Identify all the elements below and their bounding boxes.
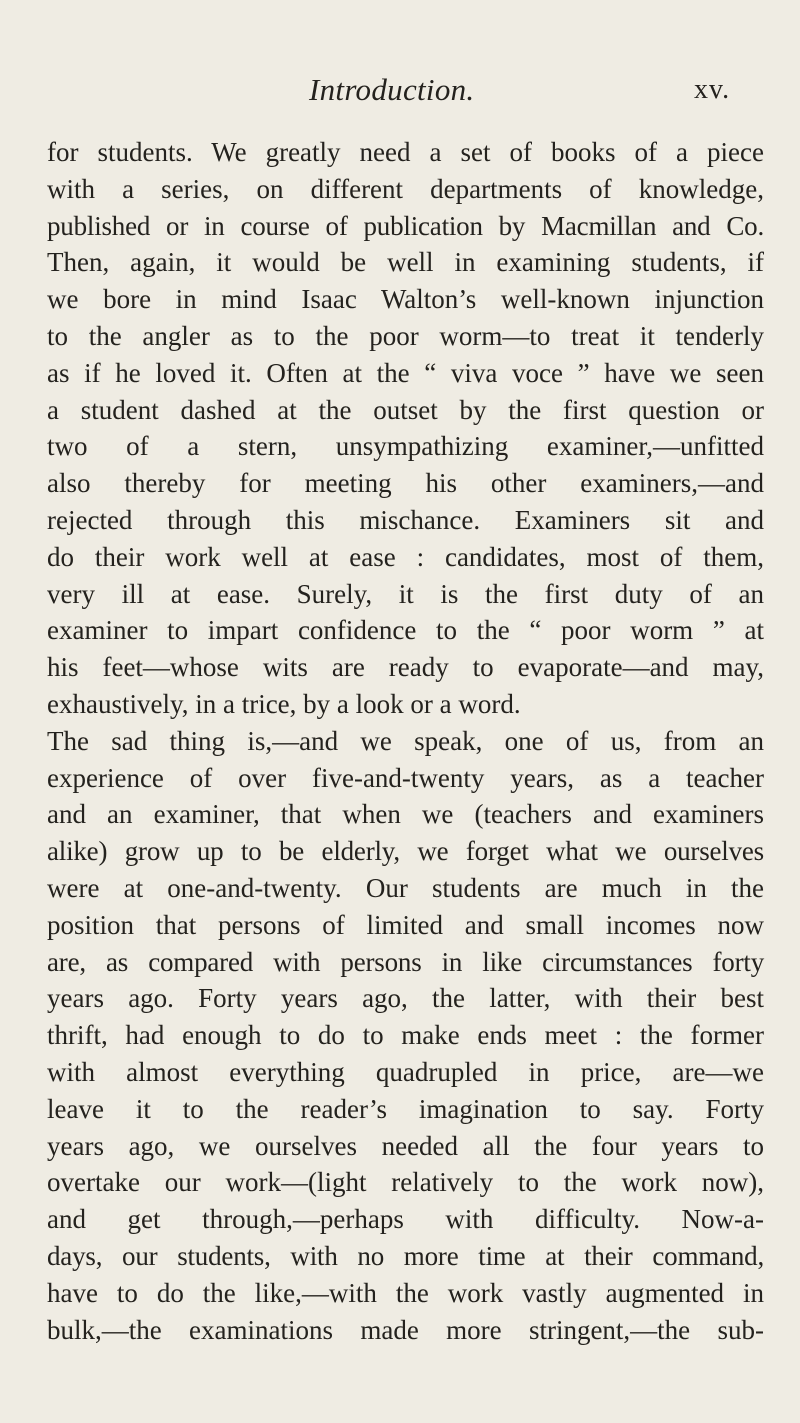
- running-head: [0, 72, 800, 112]
- text-line: his feet—whose wits are ready to evaporate—and may,: [47, 652, 764, 683]
- text-line: also thereby for meeting his other examiners,—and: [47, 468, 764, 499]
- text-line: leave it to the reader’s imagination to say. Forty: [47, 1093, 764, 1124]
- text-line: with almost everything quadrupled in price, are—we: [47, 1056, 764, 1087]
- text-line: with a series, on different departments of knowledge,: [47, 173, 764, 204]
- text-line: and an examiner, that when we (teachers and examiners: [47, 799, 764, 830]
- text-line: rejected through this mischance. Examiners sit and: [47, 504, 764, 535]
- text-line: years ago. Forty years ago, the latter, with their best: [47, 983, 764, 1014]
- text-line: years ago, we ourselves needed all the four years to: [47, 1130, 764, 1161]
- text-line: exhaustively, in a trice, by a look or a word.: [47, 688, 521, 719]
- text-line: The sad thing is,—and we speak, one of us, from an: [47, 725, 764, 756]
- text-line: have to do the like,—with the work vastly augmented in: [47, 1277, 764, 1308]
- text-line: we bore in mind Isaac Walton’s well-known injunction: [47, 284, 764, 315]
- text-line: as if he loved it. Often at the “ viva voce ” have we seen: [47, 357, 764, 388]
- text-line: for students. We greatly need a set of books of a piece: [47, 137, 764, 167]
- text-line: Then, again, it would be well in examining students, if: [47, 247, 764, 278]
- text-line: are, as compared with persons in like circumstances forty: [47, 946, 764, 977]
- text-line: two of a stern, unsympathizing examiner,—unfitted: [47, 431, 764, 462]
- text-line: days, our students, with no more time at their command,: [47, 1240, 764, 1271]
- text-line: thrift, had enough to do to make ends meet : the former: [47, 1020, 764, 1051]
- text-line: examiner to impart confidence to the “ poor worm ” at: [47, 615, 764, 646]
- body-text: [47, 134, 764, 1348]
- text-line: bulk,—the examinations made more stringent,—the sub-: [47, 1314, 764, 1345]
- text-line: position that persons of limited and small incomes now: [47, 909, 764, 940]
- text-line: alike) grow up to be elderly, we forget what we ourselves: [47, 836, 764, 867]
- text-line: to the angler as to the poor worm—to treat it tenderly: [47, 320, 764, 351]
- text-line: were at one-and-twenty. Our students are much in the: [47, 872, 764, 903]
- page-number: xv.: [694, 74, 731, 105]
- text-line: experience of over five-and-twenty years, as a teacher: [47, 762, 764, 793]
- text-line: do their work well at ease : candidates, most of them,: [47, 541, 764, 572]
- running-title: Introduction.: [309, 72, 475, 107]
- text-line: published or in course of publication by Macmillan and Co.: [47, 210, 764, 241]
- text-line: overtake our work—(light relatively to the work now),: [47, 1167, 764, 1198]
- text-line: a student dashed at the outset by the first question or: [47, 394, 764, 425]
- text-line: and get through,—perhaps with difficulty. Now-a-: [47, 1204, 764, 1235]
- text-line: very ill at ease. Surely, it is the first duty of an: [47, 578, 764, 609]
